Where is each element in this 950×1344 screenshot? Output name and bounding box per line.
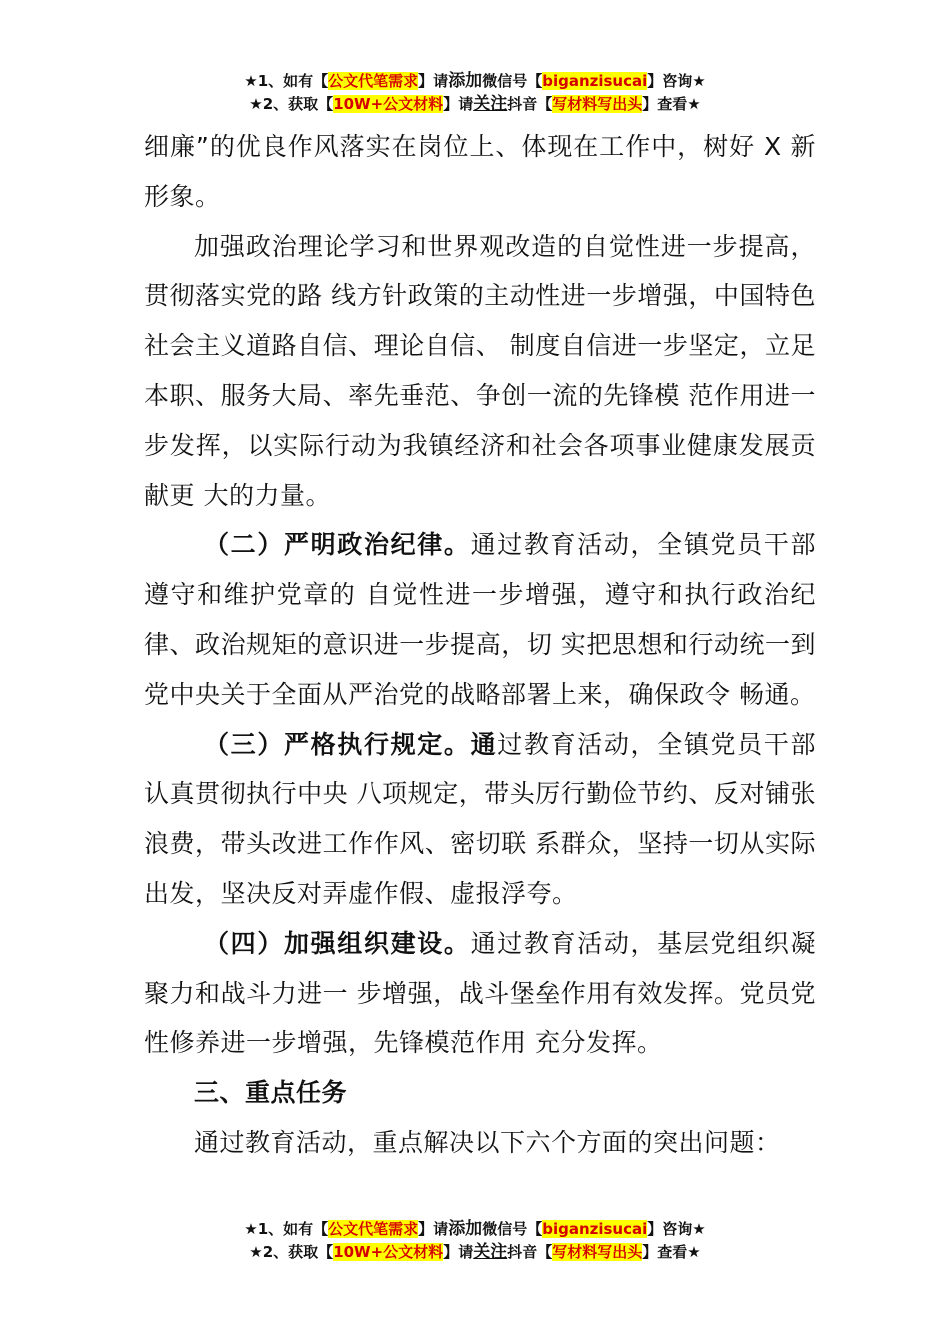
banner-text: 】请 [418,1220,449,1238]
header-banner [0,70,950,116]
paragraph-regulations [144,720,816,919]
banner-text: 微信号【 [482,72,543,90]
banner-highlight-douyin: 写材料写出头 [552,95,643,113]
section-heading-key-tasks: 三、重点任务 [194,1078,348,1108]
banner-text: 】请 [418,72,449,90]
banner-text: ★1、如有【 [244,72,329,90]
banner-text: ★2、获取【 [249,1243,334,1261]
banner-text: 】请 [443,95,474,113]
footer-banner [0,1218,950,1264]
paragraph-political-discipline [144,520,816,719]
paragraph-text: 通过教育活动，全镇党员干部遵守和维护党章的 自觉性进一步增强，遵守和执行政治纪律、政治规矩的意识进一步提高，切 实把思想和行动统一到党中央关于全面从严治党的战略部署上来，确保政令 畅通。 [144,530,816,709]
banner-highlight-wechat: biganzisucai [542,72,648,90]
banner-text: 抖音【 [507,1243,553,1261]
subheading-political-discipline: （二）严明政治纪律。 [204,530,471,560]
banner-highlight-material: 10W+公文材料 [333,95,444,113]
banner-highlight-material: 10W+公文材料 [333,1243,444,1261]
paragraph-text: 过教育活动，全镇党员干部认真贯彻执行中央 八项规定，带头厉行勤俭节约、反对铺张浪费，带头改进工作作风、密切联 系群众，坚持一切从实际出发，坚决反对弄虚作假、虚报浮夸。 [144,729,816,908]
banner-text: 】请 [443,1243,474,1261]
banner-line-2 [0,93,950,116]
subheading-organization: （四）加强组织建设。 [204,928,471,958]
banner-text: 微信号【 [482,1220,543,1238]
banner-highlight-wechat: biganzisucai [542,1220,648,1238]
subheading-regulations: （三）严格执行规定。通 [204,729,498,759]
paragraph-text: 通过教育活动，基层党组织凝聚力和战斗力进一 步增强，战斗堡垒作用有效发挥。党员党性修养进一步增强，先锋模范作用 充分发挥。 [144,928,816,1058]
paragraph-key-tasks-intro: 通过教育活动，重点解决以下六个方面的突出问题： [194,1127,781,1157]
banner-text: 】咨询★ [647,1220,706,1238]
paragraph-organization [144,919,816,1068]
banner-text: 抖音【 [507,95,553,113]
banner-highlight-need: 公文代笔需求 [328,1220,419,1238]
banner-text: ★1、如有【 [244,1220,329,1238]
banner-text-add: 添加 [448,1219,483,1239]
banner-line-1 [0,1218,950,1241]
banner-text-follow: 关注 [473,94,508,114]
banner-highlight-douyin: 写材料写出头 [552,1243,643,1261]
banner-text-follow: 关注 [473,1242,508,1262]
banner-line-1 [0,70,950,93]
document-body [144,122,816,1168]
banner-text: 】查看★ [642,95,701,113]
banner-highlight-need: 公文代笔需求 [328,72,419,90]
banner-text-add: 添加 [448,71,483,91]
banner-text: 】咨询★ [647,72,706,90]
banner-line-2 [0,1241,950,1264]
banner-text: 】查看★ [642,1243,701,1261]
paragraph-goals: 加强政治理论学习和世界观改造的自觉性进一步提高，贯彻落实党的路 线方针政策的主动性进一步增强，中国特色社会主义道路自信、理论自信、 制度自信进一步坚定，立足本职、服务大局、率先垂范、争创一流的先锋模 范作用进一步发挥，以实际行动为我镇经济和社会各项事业健康发展贡献更 大的力量。 [144,231,816,510]
banner-text: ★2、获取【 [249,95,334,113]
paragraph-continuation: 细廉”的优良作风落实在岗位上、体现在工作中，树好 X 新形象。 [144,132,816,211]
